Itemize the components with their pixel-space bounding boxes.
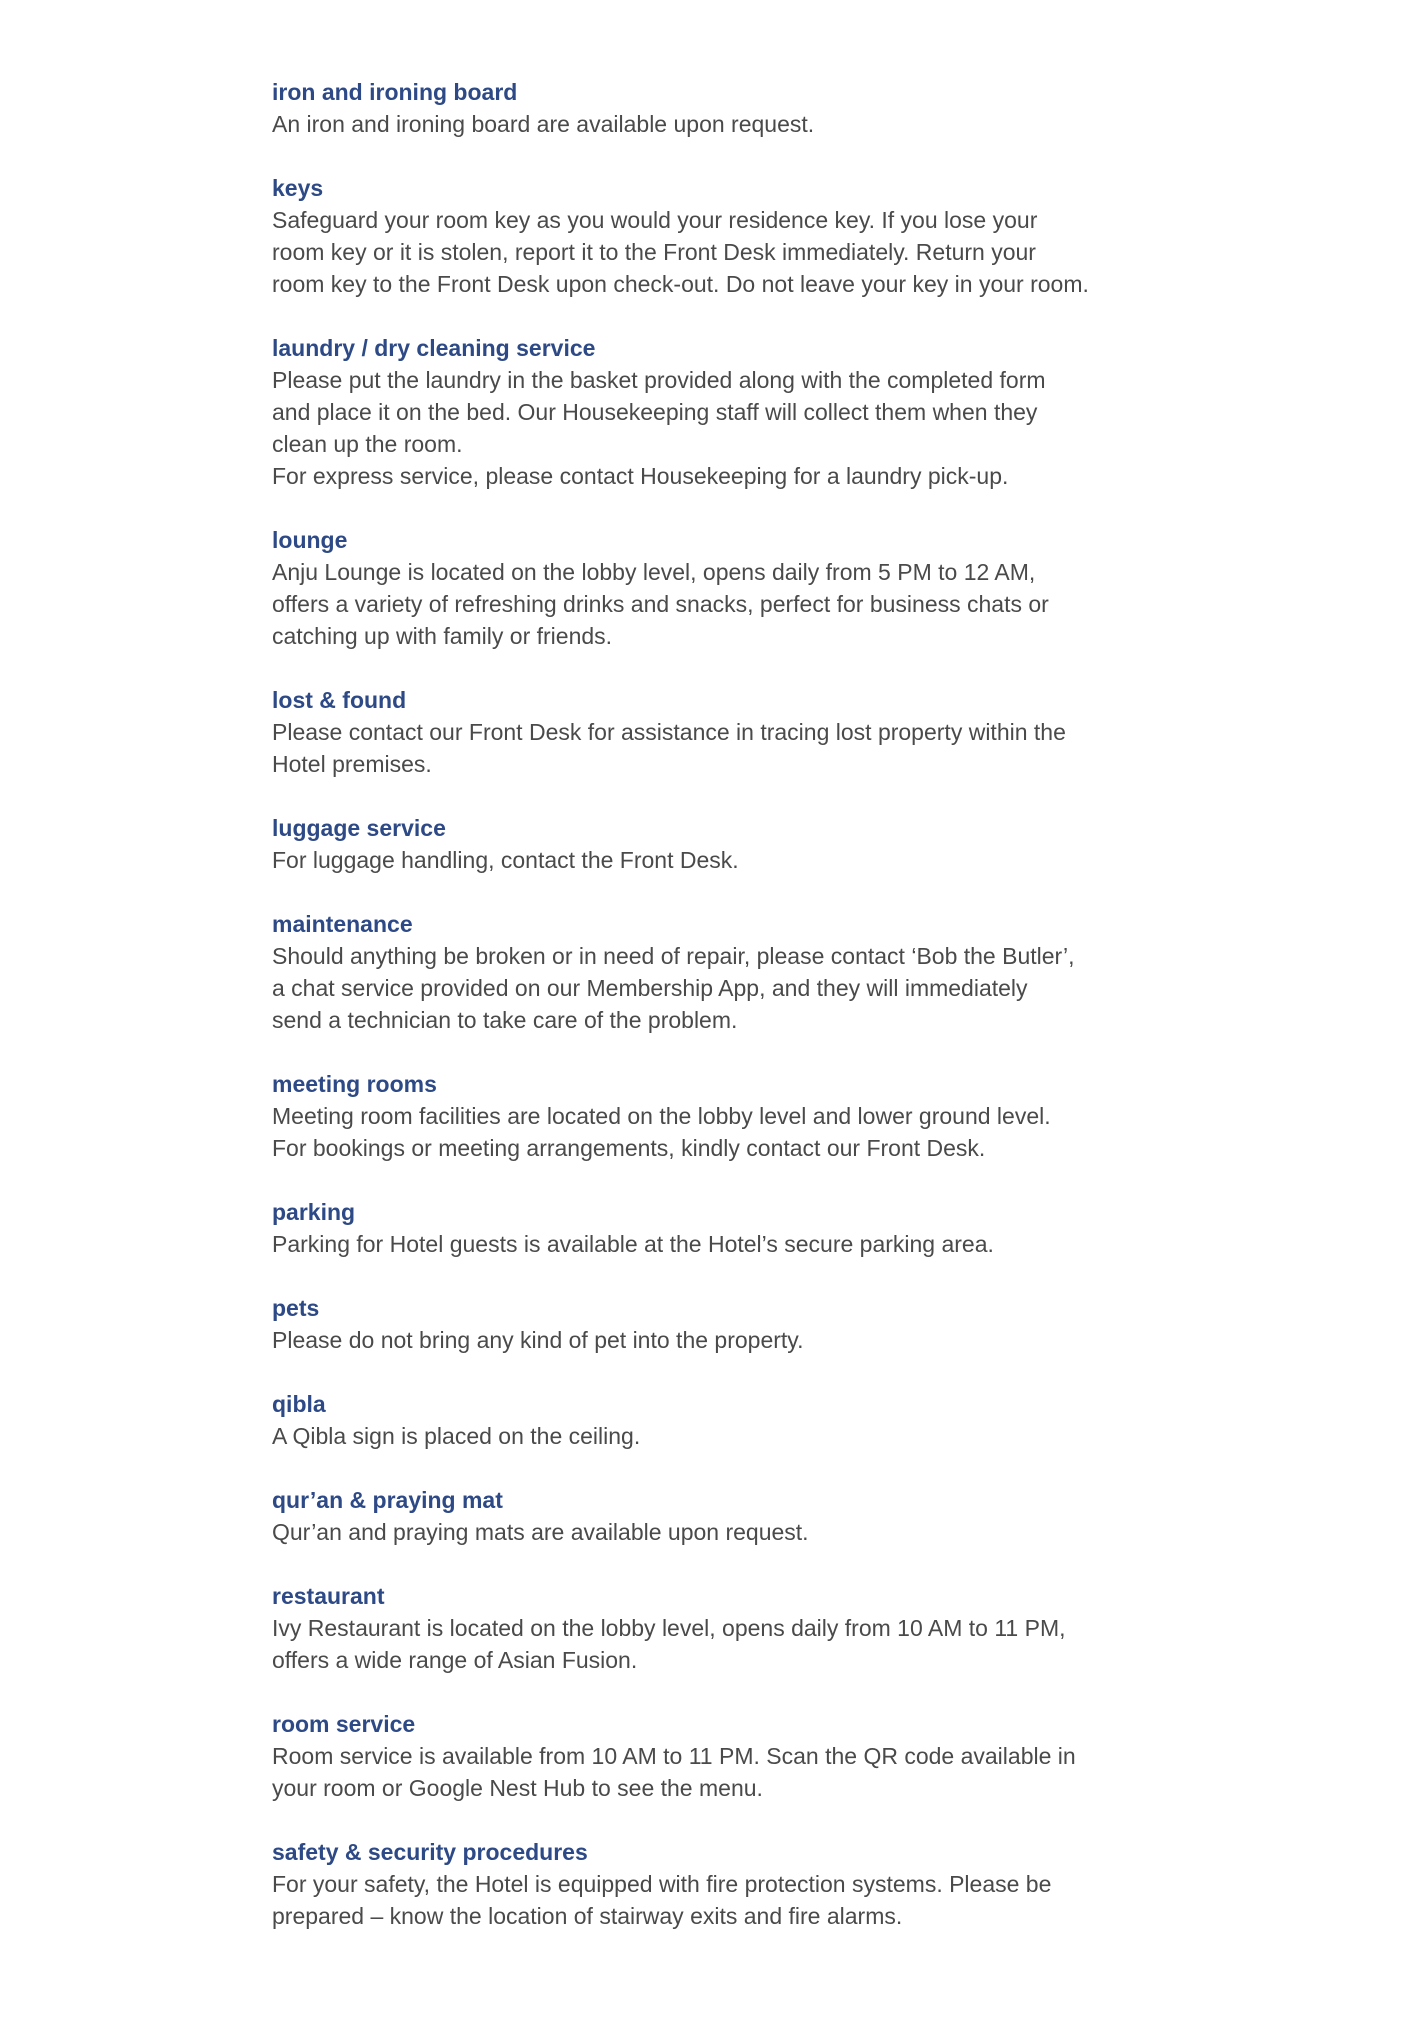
section-heading: lounge bbox=[272, 527, 348, 553]
service-section-qibla bbox=[272, 1388, 1272, 1452]
section-body-line: Should anything be broken or in need of repair, please contact ‘Bob the Butler’, bbox=[272, 943, 1075, 969]
section-body-line: room key or it is stolen, report it to the Front Desk immediately. Return your bbox=[272, 239, 1036, 265]
section-body-line: clean up the room. bbox=[272, 431, 463, 457]
section-body-line: For your safety, the Hotel is equipped with fire protection systems. Please be bbox=[272, 1871, 1052, 1897]
section-body-line: offers a wide range of Asian Fusion. bbox=[272, 1647, 638, 1673]
section-body-line: A Qibla sign is placed on the ceiling. bbox=[272, 1423, 641, 1449]
section-heading: parking bbox=[272, 1199, 356, 1225]
section-body-line: Meeting room facilities are located on the lobby level and lower ground level. bbox=[272, 1103, 1051, 1129]
service-section-room-service bbox=[272, 1708, 1272, 1804]
section-body-line: An iron and ironing board are available upon request. bbox=[272, 111, 815, 137]
section-body-line: Anju Lounge is located on the lobby level, opens daily from 5 PM to 12 AM, bbox=[272, 559, 1036, 585]
section-heading: iron and ironing board bbox=[272, 79, 518, 105]
section-body-line: a chat service provided on our Membership App, and they will immediately bbox=[272, 975, 1028, 1001]
section-body-line: Qur’an and praying mats are available upon request. bbox=[272, 1519, 809, 1545]
section-heading: maintenance bbox=[272, 911, 413, 937]
section-body-line: Parking for Hotel guests is available at the Hotel’s secure parking area. bbox=[272, 1231, 994, 1257]
section-heading: room service bbox=[272, 1711, 416, 1737]
section-body-line: Please put the laundry in the basket provided along with the completed form bbox=[272, 367, 1046, 393]
section-body-line: offers a variety of refreshing drinks and snacks, perfect for business chats or bbox=[272, 591, 1049, 617]
section-body-line: For bookings or meeting arrangements, kindly contact our Front Desk. bbox=[272, 1135, 986, 1161]
service-section-parking bbox=[272, 1196, 1272, 1260]
service-section-lost-found bbox=[272, 684, 1272, 780]
section-heading: safety & security procedures bbox=[272, 1839, 588, 1865]
section-heading: luggage service bbox=[272, 815, 446, 841]
section-body-line: Please contact our Front Desk for assistance in tracing lost property within the bbox=[272, 719, 1066, 745]
hotel-services-directory bbox=[272, 76, 1272, 1964]
section-heading: pets bbox=[272, 1295, 320, 1321]
service-section-keys bbox=[272, 172, 1272, 300]
service-section-meeting-rooms bbox=[272, 1068, 1272, 1164]
service-section-safety-security-procedures bbox=[272, 1836, 1272, 1932]
section-body-line: and place it on the bed. Our Housekeeping staff will collect them when they bbox=[272, 399, 1038, 425]
section-body-line: your room or Google Nest Hub to see the menu. bbox=[272, 1775, 763, 1801]
section-heading: keys bbox=[272, 175, 324, 201]
service-section-iron-and-ironing-board bbox=[272, 76, 1272, 140]
section-body-line: For luggage handling, contact the Front Desk. bbox=[272, 847, 739, 873]
service-section-laundry-dry-cleaning-service bbox=[272, 332, 1272, 492]
section-body-line: catching up with family or friends. bbox=[272, 623, 613, 649]
section-heading: meeting rooms bbox=[272, 1071, 437, 1097]
section-body-line: send a technician to take care of the problem. bbox=[272, 1007, 738, 1033]
section-body-line: Room service is available from 10 AM to 11 PM. Scan the QR code available in bbox=[272, 1743, 1076, 1769]
service-section-lounge bbox=[272, 524, 1272, 652]
section-body-line: For express service, please contact Housekeeping for a laundry pick-up. bbox=[272, 463, 1009, 489]
section-body-line: Safeguard your room key as you would your residence key. If you lose your bbox=[272, 207, 1038, 233]
section-body-line: Ivy Restaurant is located on the lobby level, opens daily from 10 AM to 11 PM, bbox=[272, 1615, 1066, 1641]
section-body-line: Please do not bring any kind of pet into the property. bbox=[272, 1327, 804, 1353]
section-body-line: prepared – know the location of stairway exits and fire alarms. bbox=[272, 1903, 903, 1929]
section-heading: restaurant bbox=[272, 1583, 385, 1609]
service-section-luggage-service bbox=[272, 812, 1272, 876]
service-section-maintenance bbox=[272, 908, 1272, 1036]
section-heading: lost & found bbox=[272, 687, 407, 713]
section-body-line: room key to the Front Desk upon check-out. Do not leave your key in your room. bbox=[272, 271, 1089, 297]
section-body-line: Hotel premises. bbox=[272, 751, 432, 777]
section-heading: qibla bbox=[272, 1391, 326, 1417]
service-section-pets bbox=[272, 1292, 1272, 1356]
section-heading: laundry / dry cleaning service bbox=[272, 335, 596, 361]
section-heading: qur’an & praying mat bbox=[272, 1487, 503, 1513]
service-section-qur-an-praying-mat bbox=[272, 1484, 1272, 1548]
service-section-restaurant bbox=[272, 1580, 1272, 1676]
